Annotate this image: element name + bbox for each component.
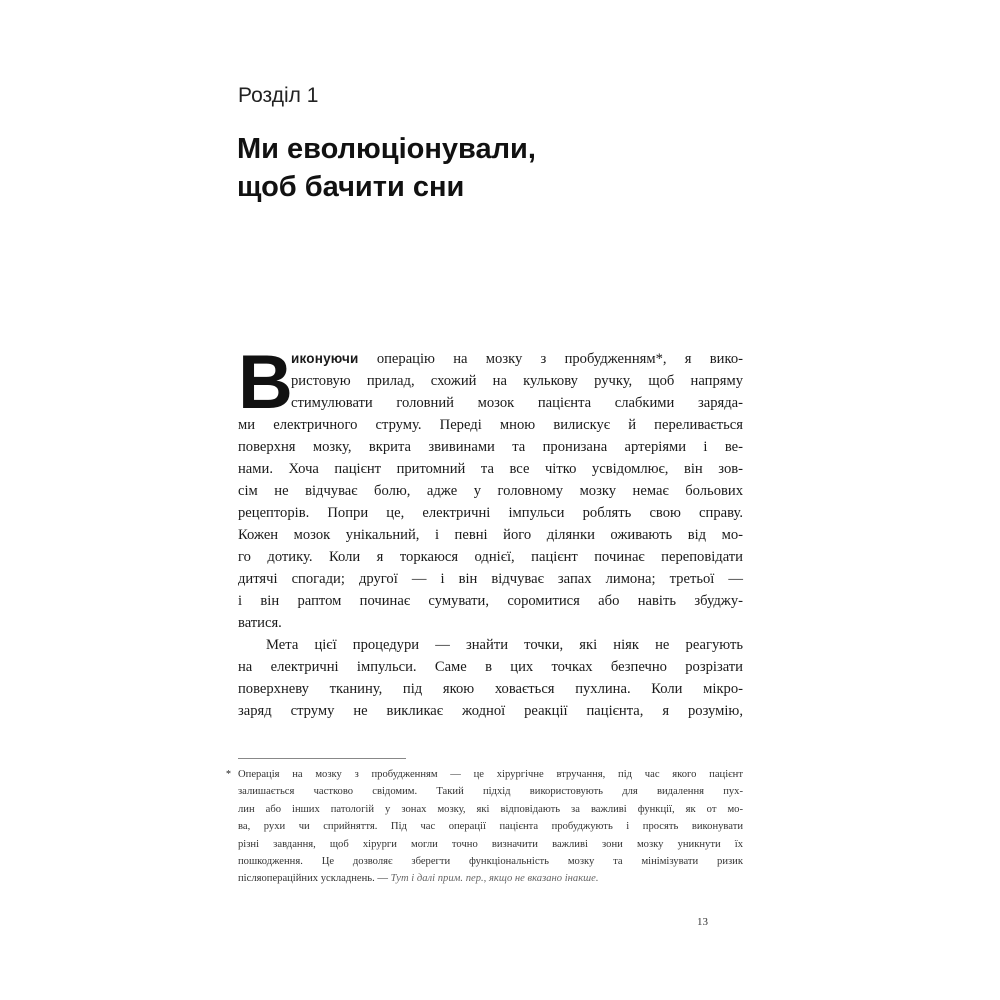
paragraph-line: дитячі спогади; другої — і він відчуває запах лимона; третьої — bbox=[238, 571, 743, 587]
paragraph-line: заряд струму не викликає жодної реакції пацієнта, я розумію, bbox=[238, 703, 743, 719]
paragraph-line: рецепторів. Попри це, електричні імпульси роблять свою справу. bbox=[238, 505, 743, 521]
chapter-label: Розділ 1 bbox=[238, 84, 319, 107]
paragraph-line: ми електричного струму. Переді мною вилискує й переливається bbox=[238, 417, 743, 433]
chapter-title bbox=[237, 130, 657, 206]
paragraph-line-text: операцію на мозку з пробудженням*, я вико- bbox=[376, 351, 743, 367]
drop-cap: В bbox=[238, 340, 293, 425]
paragraph-line: Мета цієї процедури — знайти точки, які ніяк не реагують bbox=[266, 637, 743, 653]
paragraph-line: поверхня мозку, вкрита звивинами та пронизана артеріями і ве- bbox=[238, 439, 743, 455]
lead-in-bold: иконуючи bbox=[291, 351, 359, 366]
footnote-divider bbox=[238, 758, 406, 759]
paragraph-line bbox=[238, 348, 743, 370]
footnote-line: лин або інших патологій у зонах мозку, які відповідають за важливі функції, як от мо- bbox=[238, 803, 743, 815]
paragraph-line: стимулювати головний мозок пацієнта слабкими заряда- bbox=[291, 395, 743, 411]
paragraph-line: і він раптом починає сумувати, соромитися або навіть збуджу- bbox=[238, 593, 743, 609]
paragraph-line: на електричні імпульси. Саме в цих точках безпечно розрізати bbox=[238, 659, 743, 675]
paragraph-line: нами. Хоча пацієнт притомний та все чітко усвідомлює, він зов- bbox=[238, 461, 743, 477]
footnote-line bbox=[238, 870, 743, 887]
footnote-line: залишається частково свідомим. Такий підхід використовують для видалення пух- bbox=[238, 786, 743, 798]
footnote-line: різні завдання, щоб хірурги могли точно визначити важливі зони мозку уникнути їх bbox=[238, 838, 743, 850]
footnote-line: ва, рухи чи сприйняття. Під час операції пацієнта пробуджують і просять виконувати bbox=[238, 821, 743, 833]
footnote-line: Операція на мозку з пробудженням — це хірургічне втручання, під час якого пацієнт bbox=[238, 769, 743, 780]
paragraph-line: сім не відчуває болю, адже у головному мозку немає больових bbox=[238, 483, 743, 499]
translator-note: Тут і далі прим. пер., якщо не вказано інакше. bbox=[390, 873, 599, 885]
paragraph-line: го дотику. Коли я торкаюся однієї, пацієнт починає переповідати bbox=[238, 549, 743, 565]
chapter-title-line: Ми еволюціонували, bbox=[237, 133, 536, 165]
paragraph-line: поверхневу тканину, під якою ховається пухлина. Коли мікро- bbox=[238, 681, 743, 697]
chapter-title-line: щоб бачити сни bbox=[237, 171, 465, 203]
footnote-marker: * bbox=[226, 769, 231, 780]
paragraph-line: ватися. bbox=[238, 615, 282, 631]
paragraph-line: ристовую прилад, схожий на кулькову ручку, щоб напряму bbox=[291, 373, 743, 389]
body-text bbox=[238, 340, 743, 722]
paragraph-line: Кожен мозок унікальний, і певні його ділянки оживають від мо- bbox=[238, 527, 743, 543]
page-number: 13 bbox=[697, 916, 708, 928]
footnote-line: пошкодження. Це дозволяє зберегти функціональність мозку та мінімізувати ризик bbox=[238, 855, 743, 867]
footnote bbox=[226, 766, 743, 888]
footnote-line-text: післяопераційних ускладнень. — bbox=[238, 873, 388, 885]
